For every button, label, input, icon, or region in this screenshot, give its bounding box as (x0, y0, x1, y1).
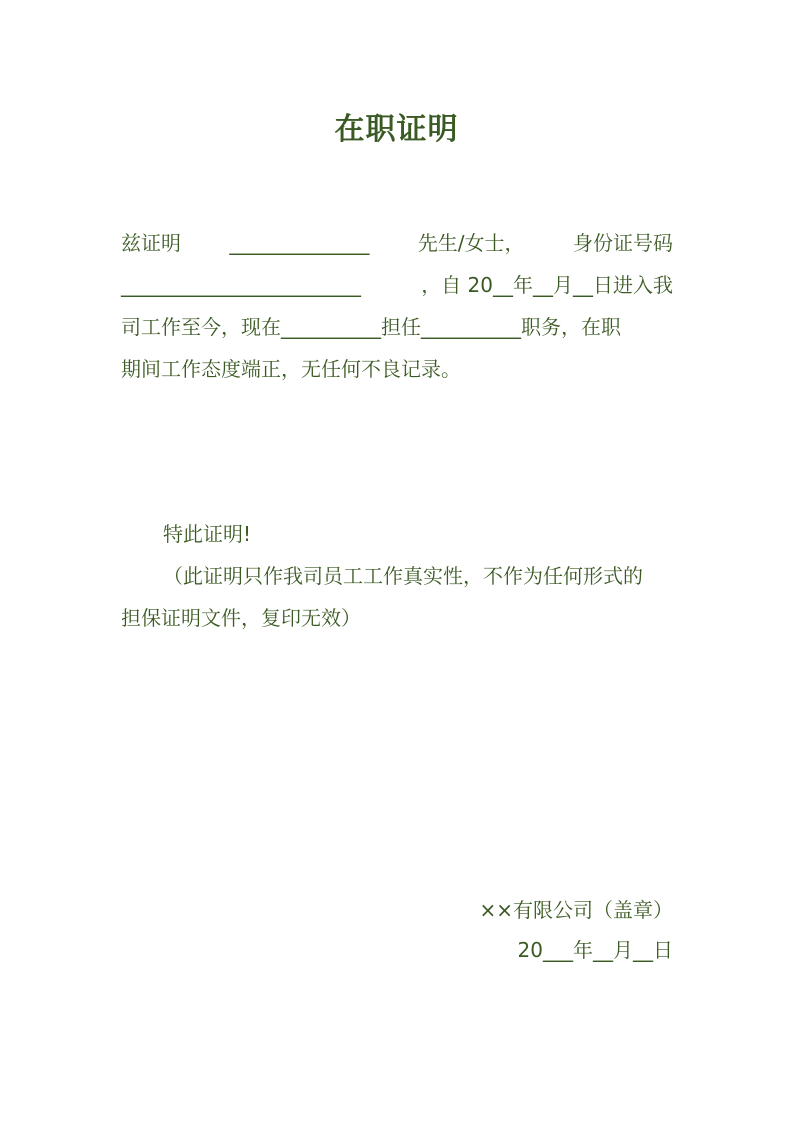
body-line-1-seg-3: 先生/女士， (417, 231, 525, 255)
body-line-1 (121, 229, 673, 257)
body-line-2 (121, 271, 673, 299)
body-line-4 (121, 355, 461, 383)
id-number-blank: ________________________ (121, 273, 361, 297)
note-line-1: （此证明只作我司员工工作真实性，不作为任何形式的 (163, 564, 643, 588)
signature-date: 20___年__月__日 (517, 938, 673, 962)
body-line-2-seg-2: ，自 20__年__月__日进入我 (421, 273, 673, 297)
signature-company: ××有限公司（盖章） (479, 898, 673, 922)
note-line-2: 担保证明文件，复印无效） (121, 606, 361, 630)
document-title: 在职证明 (334, 112, 459, 147)
body-line-3 (121, 313, 673, 341)
body-line-1-seg-1: 兹证明 (121, 231, 181, 255)
body-line-4-text: 期间工作态度端正，无任何不良记录。 (121, 357, 461, 381)
name-blank: ______________ (229, 231, 370, 255)
statement: 特此证明! (163, 522, 252, 546)
body-line-1-seg-4: 身份证号码 (572, 231, 673, 255)
body-line-3-text: 司工作至今，现在__________担任__________职务，在职 (121, 315, 621, 339)
